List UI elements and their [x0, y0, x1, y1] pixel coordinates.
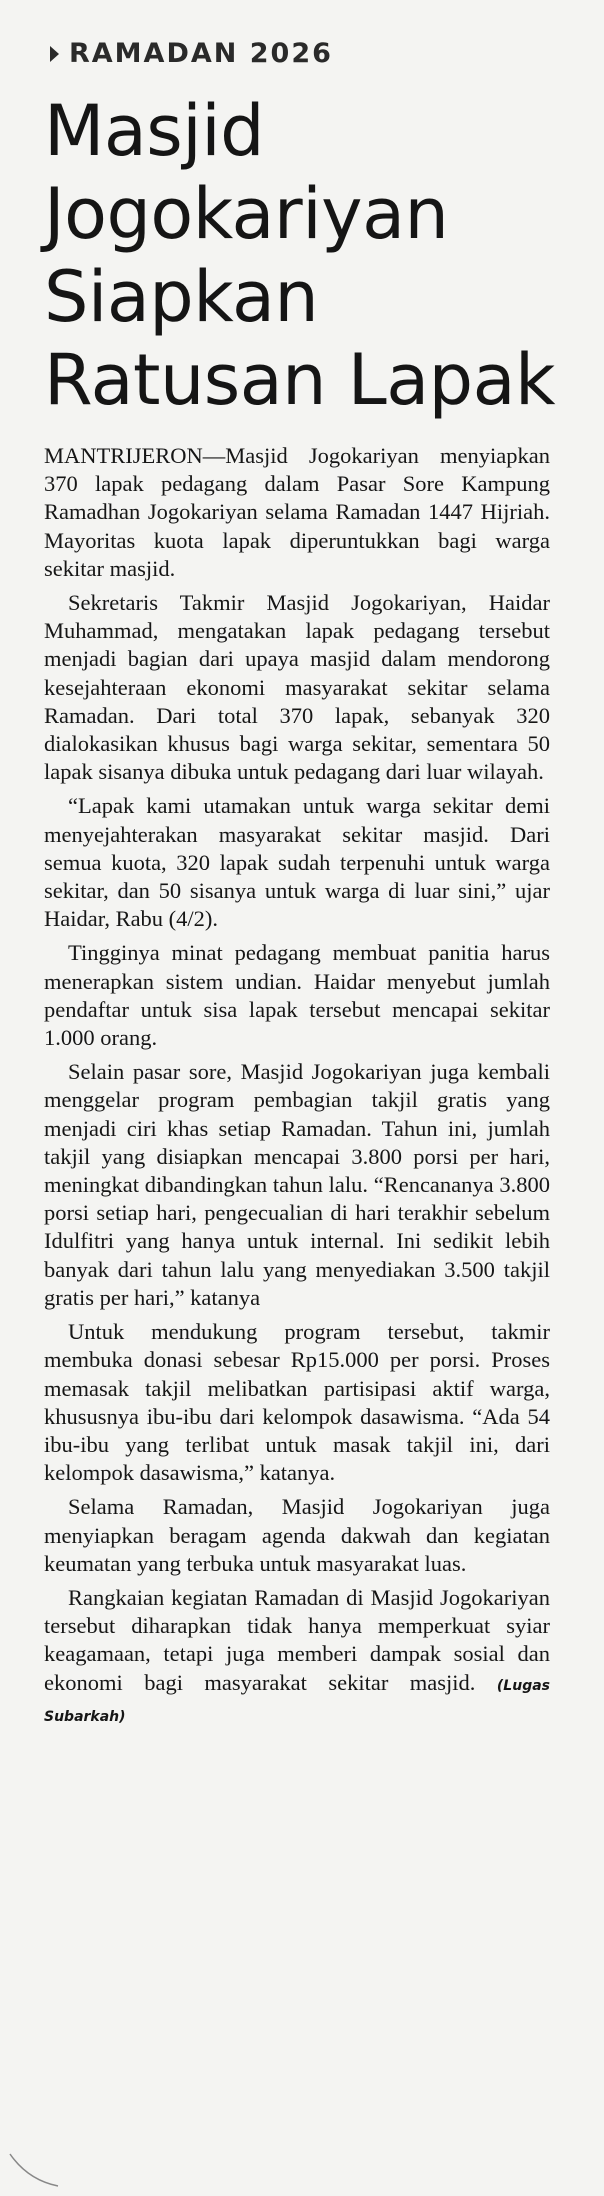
paragraph-3: “Lapak kami utamakan untuk warga sekitar demi menyejahterakan masyarakat sekitar masjid. Dari semua kuota, 320 lapak sudah terpenuhi untuk warga sekitar, dan 50 sisanya untuk warga di luar sini,” ujar Haidar, Rabu (4/2).	[44, 793, 550, 932]
paragraph-8	[44, 1584, 550, 1731]
paragraph-7: Selama Ramadan, Masjid Jogokariyan juga menyiapkan beragam agenda dakwah dan kegiatan keumatan yang terbuka untuk masyarakat luas.	[44, 1494, 550, 1576]
paragraph-2: Sekretaris Takmir Masjid Jogokariyan, Haidar Muhammad, mengatakan lapak pedagang tersebut menjadi bagian dari upaya masjid dalam mendorong kesejahteraan ekonomi masyarakat sekitar selama Ramadan. Dari total 370 lapak, sebanyak 320 dialokasikan khusus bagi warga sekitar, sementara 50 lapak sisanya dibuka untuk pedagang dari luar wilayah.	[44, 590, 550, 785]
paragraph-5: Selain pasar sore, Masjid Jogokariyan juga kembali menggelar program pembagian takjil gratis yang menjadi ciri khas setiap Ramadan. Tahun ini, jumlah takjil yang disiapkan mencapai 3.800 porsi per hari, meningkat dibandingkan tahun lalu. “Rencananya 3.800 porsi setiap hari, pengecualian di hari terakhir sebelum Idulfitri yang hanya untuk internal. Ini sedikit lebih banyak dari tahun lalu yang menyediakan 3.500 takjil gratis per hari,” katanya	[44, 1059, 550, 1310]
triangle-bullet-icon	[50, 46, 59, 62]
section-kicker	[50, 38, 333, 69]
paragraph-4: Tingginya minat pedagang membuat panitia harus menerapkan sistem undian. Haidar menyebut jumlah pendaftar untuk sisa lapak tersebut mencapai sekitar 1.000 orang.	[44, 940, 550, 1051]
headline-line-3: Siapkan	[44, 256, 319, 338]
headline-line-1: Masjid	[44, 90, 265, 172]
paragraph-6: Untuk mendukung program tersebut, takmir membuka donasi sebesar Rp15.000 per porsi. Proses memasak takjil melibatkan partisipasi aktif warga, khususnya ibu-ibu dari kelompok dasawisma. “Ada 54 ibu-ibu yang terlibat untuk masak takjil ini, dari kelompok dasawisma,” katanya.	[44, 1319, 550, 1486]
paragraph-1: MANTRIJERON—Masjid Jogokariyan menyiapkan 370 lapak pedagang dalam Pasar Sore Kampung Ramadhan Jogokariyan selama Ramadan 1447 Hijriah. Mayoritas kuota lapak diperuntukkan bagi warga sekitar masjid.	[44, 443, 550, 581]
byline: (Lugas Subarkah)	[44, 1677, 550, 1725]
headline-line-4: Ratusan Lapak	[44, 339, 556, 421]
paragraph-8-text: Rangkaian kegiatan Ramadan di Masjid Jogokariyan tersebut diharapkan tidak hanya memperkuat syiar keagamaan, tetapi juga memberi dampak sosial dan ekonomi bagi masyarakat sekitar masjid.	[44, 1584, 550, 1695]
article-headline	[44, 90, 584, 422]
article-body	[44, 442, 550, 1737]
kicker-text: RAMADAN 2026	[69, 38, 333, 69]
scan-corner-mark-icon	[8, 2150, 68, 2190]
headline-line-2: Jogokariyan	[44, 173, 449, 255]
